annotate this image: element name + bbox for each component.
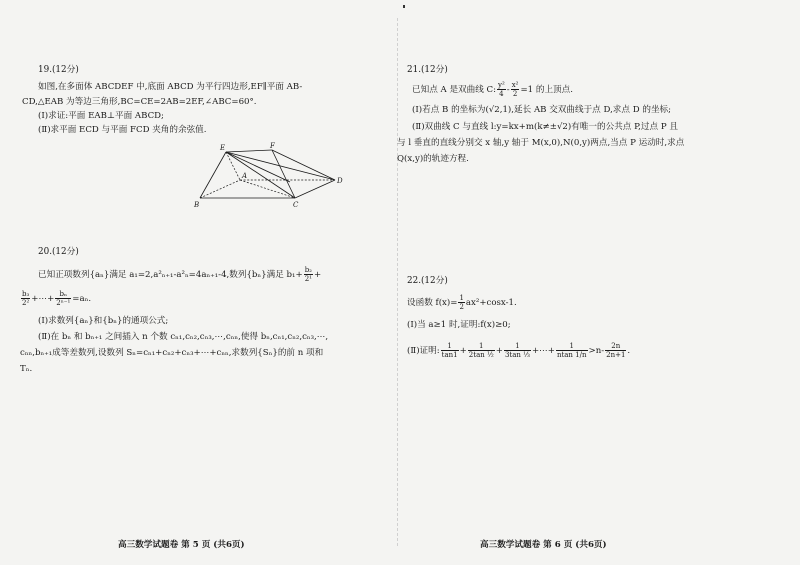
label-c: C	[293, 201, 299, 209]
q20-line1	[38, 266, 321, 283]
fraction	[556, 342, 588, 359]
label-a: A	[242, 172, 248, 180]
q20-line2-mid: +⋯+	[31, 294, 55, 304]
label-b: B	[194, 201, 200, 209]
q20-header: 20.(12分)	[38, 247, 79, 257]
q20-line1-tail: +	[313, 270, 322, 280]
plus: +	[459, 346, 467, 356]
q20-part1: (Ⅰ)求数列{aₙ}和{bₙ}的通项公式;	[38, 316, 169, 326]
q20-line2	[20, 290, 91, 307]
frac-den: tan1	[441, 351, 458, 359]
label-d: D	[337, 177, 343, 185]
label-e: E	[220, 144, 226, 152]
fraction	[468, 342, 495, 359]
page-5-footer: 高三数学试题卷 第 5 页 (共6页)	[118, 540, 245, 550]
q19-part2: (Ⅱ)求平面 ECD 与平面 FCD 夹角的余弦值.	[38, 125, 207, 135]
q20-line2-tail: =aₙ.	[72, 294, 92, 304]
frac-num: x²	[511, 81, 519, 89]
q21-part2-line2: 与 l 垂直的直线分别交 x 轴,y 轴于 M(x,0),N(0,y)两点,当点 P 运动时,求点	[397, 138, 685, 148]
frac-den: 2tan ½	[468, 351, 494, 359]
q22-line1-b: ax²+cosx-1.	[465, 298, 517, 308]
q20-part2-line3: Tₙ.	[20, 364, 33, 374]
fraction	[441, 342, 459, 359]
q22-part2-prefix: (Ⅱ)证明:	[407, 346, 440, 356]
frac-num: y²	[498, 81, 505, 89]
q21-part2-line3: Q(x,y)的轨迹方程.	[397, 154, 469, 164]
frac-num: 1	[441, 342, 459, 351]
fraction	[458, 294, 464, 311]
ellipsis: +⋯+	[531, 346, 555, 356]
edge-ec	[226, 152, 295, 198]
q22-part1: (Ⅰ)当 a≥1 时,证明:f(x)≥0;	[407, 320, 511, 330]
frac-num: b₂	[304, 266, 312, 274]
q19-line2: CD,△EAB 为等边三角形,BC=CE=2AB=2EF,∠ABC=60°.	[22, 97, 257, 107]
edge-eb	[200, 152, 226, 198]
q21-header: 21.(12分)	[407, 65, 448, 75]
fraction	[504, 342, 531, 359]
frac-den: 2n+1	[606, 351, 626, 359]
frac-den: 4	[499, 90, 504, 98]
edge-ac	[240, 180, 295, 198]
frac-num: 1	[504, 342, 531, 351]
q20-part2-line1: (Ⅱ)在 bₙ 和 bₙ₊₁ 之间插入 n 个数 cₙ₁,cₙ₂,cₙ₃,⋯,cₙₙ,使得 bₙ,cₙ₁,cₙ₂,cₙ₃,⋯,	[38, 332, 329, 342]
edge-cd	[295, 180, 335, 198]
q22-line1	[407, 294, 517, 311]
q21-line1-c: =1 的上顶点.	[520, 85, 573, 95]
q21-line1-a: 已知点 A 是双曲线 C:	[412, 85, 497, 95]
frac-den: 2ⁿ⁻¹	[56, 299, 71, 307]
frac-den: 2¹	[304, 275, 312, 283]
edge-ef	[226, 150, 272, 152]
frac-den: 2²	[22, 299, 30, 307]
frac-num: bₙ	[55, 290, 71, 299]
fraction	[55, 290, 71, 307]
fraction	[304, 266, 313, 283]
q21-part1: (Ⅰ)若点 B 的坐标为(√2,1),延长 AB 交双曲线于点 D,求点 D 的坐标;	[412, 105, 672, 115]
frac-den: 2	[512, 90, 518, 98]
label-f: F	[270, 142, 275, 150]
frac-num: 1	[468, 342, 495, 351]
frac-den: 3tan ⅓	[504, 351, 530, 359]
frac-num: 1	[459, 294, 464, 302]
fraction	[511, 81, 520, 98]
q19-header: 19.(12分)	[38, 65, 79, 75]
q22-header: 22.(12分)	[407, 276, 448, 286]
edge-fd	[272, 150, 335, 180]
q20-line1-text: 已知正项数列{aₙ}满足 a₁=2,a²ₙ₊₁-a²ₙ=4aₙ₊₁-4,数列{bₙ}满足 b₁+	[38, 270, 303, 280]
frac-num: 1	[556, 342, 588, 351]
q22-line1-a: 设函数 f(x)=	[407, 298, 458, 308]
greater-than: >n-	[588, 346, 605, 356]
page-6-footer: 高三数学试题卷 第 6 页 (共6页)	[480, 540, 607, 550]
page-6	[395, 0, 800, 565]
fraction	[497, 81, 506, 98]
q20-part2-line2: cₙₙ,bₙ₊₁成等差数列,设数列 Sₙ=cₙ₁+cₙ₂+cₙ₃+⋯+cₙₙ,求数列{Sₙ}的前 n 项和	[20, 348, 324, 358]
q19-line1: 如图,在多面体 ABCDEF 中,底面 ABCD 为平行四边形,EF∥平面 AB-	[38, 82, 303, 92]
page-5	[0, 0, 395, 565]
q21-line1-b: -	[506, 85, 510, 95]
polyhedron-figure	[190, 140, 350, 215]
fraction	[605, 342, 626, 359]
frac-num: 2n	[605, 342, 626, 351]
fraction	[21, 290, 30, 307]
frac-den: ntan 1/n	[556, 351, 587, 359]
q19-part1: (Ⅰ)求证:平面 EAB⊥平面 ABCD;	[38, 111, 164, 121]
frac-num: b₃	[22, 290, 30, 298]
plus: +	[495, 346, 503, 356]
frac-den: 2	[459, 303, 464, 311]
end-period: .	[627, 346, 631, 356]
q21-part2-line1: (Ⅱ)双曲线 C 与直线 l:y=kx+m(k≠±√2)有唯一的公共点 P,过点 P 且	[412, 122, 678, 132]
q21-line1	[412, 81, 573, 98]
q22-part2	[407, 342, 630, 359]
edge-ba	[200, 180, 240, 198]
